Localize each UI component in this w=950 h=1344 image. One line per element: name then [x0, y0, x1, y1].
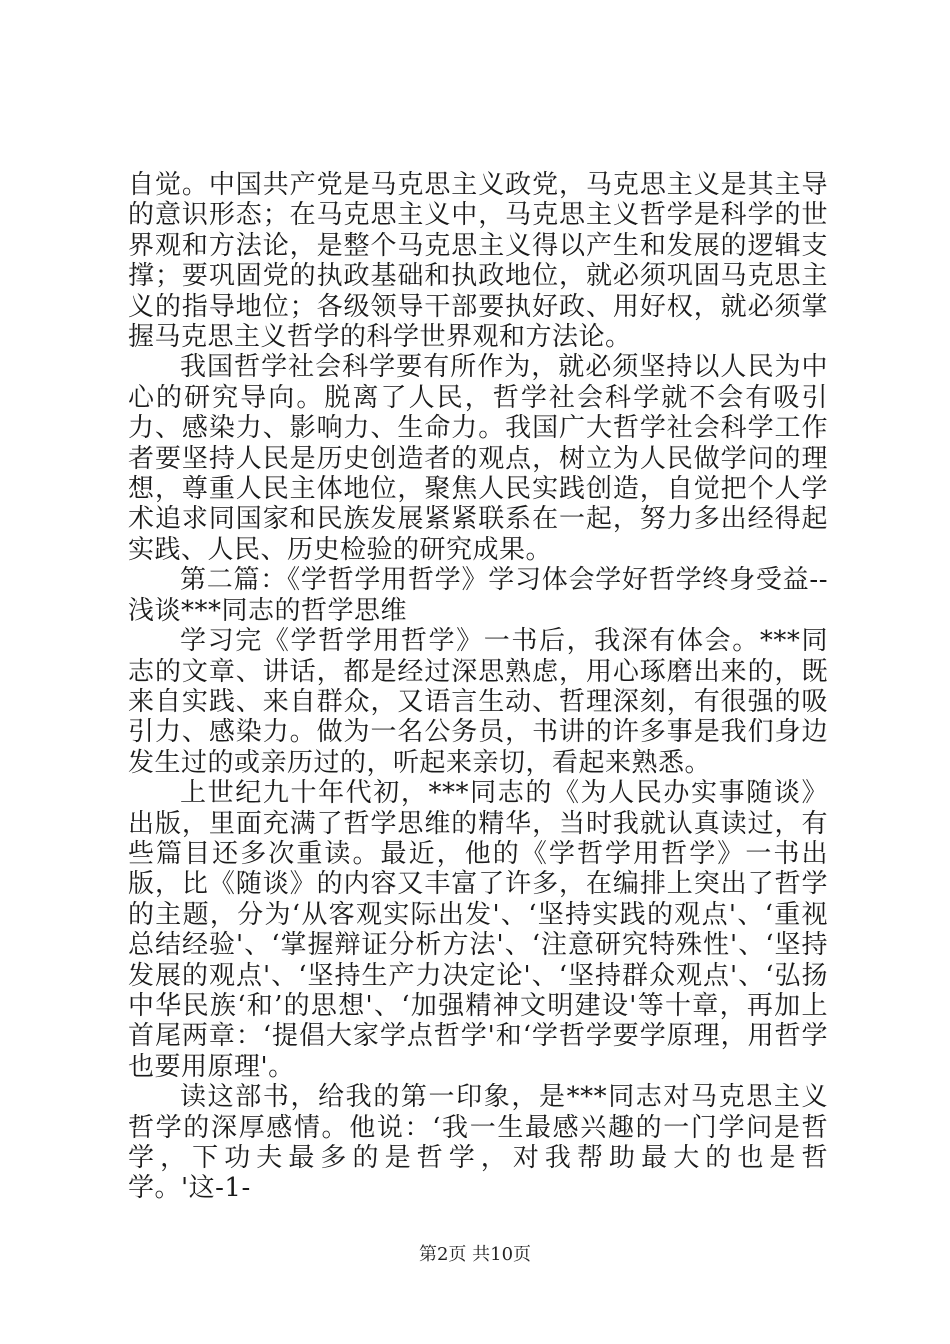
- paragraph: 自觉。中国共产党是马克思主义政党，马克思主义是其主导的意识形态；在马克思主义中，马克思主义哲学是科学的世界观和方法论，是整个马克思主义得以产生和发展的逻辑支撑；要巩固党的执政基础和执政地位，就必须巩固马克思主义的指导地位；各级领导干部要执好政、用好权，就必须掌握马克思主义哲学的科学世界观和方法论。: [128, 170, 828, 353]
- paragraph: 读这部书，给我的第一印象，是***同志对马克思主义哲学的深厚感情。他说：‘我一生最感兴趣的一门学问是哲学，下功夫最多的是哲学，对我帮助最大的也是哲学。'这-1-: [128, 1082, 828, 1204]
- paragraph: 上世纪九十年代初，***同志的《为人民办实事随谈》出版，里面充满了哲学思维的精华，当时我就认真读过，有些篇目还多次重读。最近，他的《学哲学用哲学》一书出版，比《随谈》的内容又丰富了许多，在编排上突出了哲学的主题，分为‘从客观实际出发'、‘坚持实践的观点'、‘重视总结经验'、‘掌握辩证分析方法'、‘注意研究特殊性'、‘坚持发展的观点'、‘坚持生产力决定论'、‘坚持群众观点'、‘弘扬中华民族‘和’的思想'、‘加强精神文明建设'等十章，再加上首尾两章：‘提倡大家学点哲学'和‘学哲学要学原理，用哲学也要用原理'。: [128, 778, 828, 1082]
- section-heading: 第二篇：《学哲学用哲学》学习体会学好哲学终身受益--浅谈***同志的哲学思维: [128, 565, 828, 626]
- page-number: 第2页 共10页: [418, 1244, 532, 1265]
- document-body: [128, 170, 828, 1204]
- paragraph: 我国哲学社会科学要有所作为，就必须坚持以人民为中心的研究导向。脱离了人民，哲学社会科学就不会有吸引力、感染力、影响力、生命力。我国广大哲学社会科学工作者要坚持人民是历史创造者的观点，树立为人民做学问的理想，尊重人民主体地位，聚焦人民实践创造，自觉把个人学术追求同国家和民族发展紧紧联系在一起，努力多出经得起实践、人民、历史检验的研究成果。: [128, 352, 828, 565]
- paragraph: 学习完《学哲学用哲学》一书后，我深有体会。***同志的文章、讲话，都是经过深思熟虑，用心琢磨出来的，既来自实践、来自群众，又语言生动、哲理深刻，有很强的吸引力、感染力。做为一名公务员，书讲的许多事是我们身边发生过的或亲历过的，听起来亲切，看起来熟悉。: [128, 626, 828, 778]
